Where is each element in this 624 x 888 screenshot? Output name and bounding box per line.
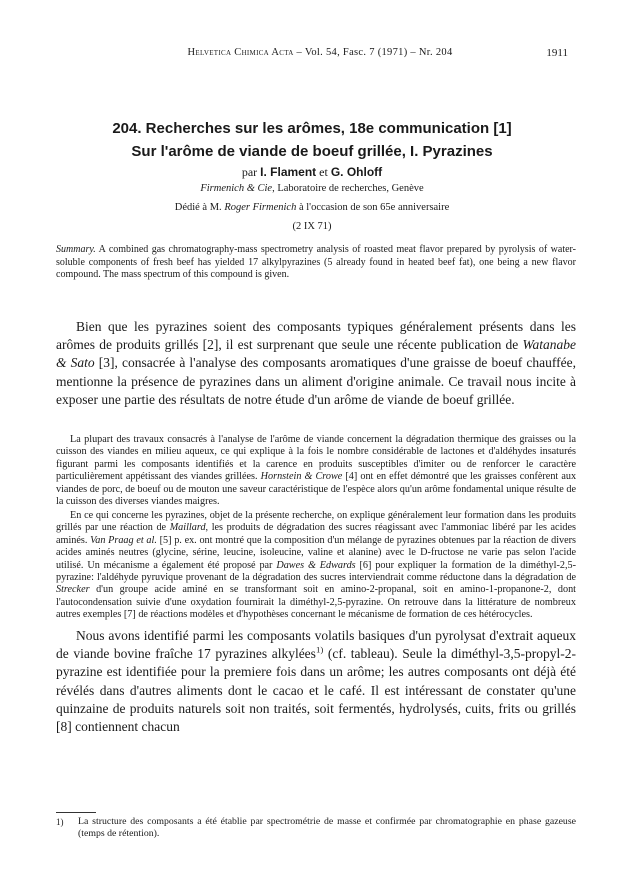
para1-text-b: [3], consacrée à l'analyse des composants aromatiques d'une graisse de boeuf chauffée, mentionne la présence de pyrazines dans un aliment d'origine animale. Ce travail nous incite à exposer une partie des résultats de notre étude d'un arôme de viande de boeuf grillée. xyxy=(56,355,576,407)
para2-text-a: La plupart des travaux consacrés à l'analyse de l'arôme de viande concernent la dégradation thermique des graisses ou la cuisson des viandes en milieu aqueux, ce qui explique à la fois le nombre considérable de lactones et d'aldéhydes insaturés figurant parmi les composants identifiés et la carence en produits susceptibles d'imiter ou de renforcer le caractère particulièrement appétissant des viandes grillées. xyxy=(56,434,576,483)
para3-text-d: [6] pour expliquer la formation de la diméthyl-2,5-pyrazine: l'aldéhyde pyruvique provenant de la dégradation des sucres interviendrait comme réductone dans la dégradation de xyxy=(56,559,576,584)
para3-dawes: Dawes & Edwards xyxy=(276,559,356,571)
paragraph-4 xyxy=(56,627,576,736)
summary xyxy=(56,244,576,282)
article-title-line-2: Sur l'arôme de viande de boeuf grillée, I. Pyrazines xyxy=(131,143,493,160)
affiliation xyxy=(40,183,584,194)
received-date: (2 IX 71) xyxy=(292,221,332,232)
dedication-pre: Dédié à M. xyxy=(174,202,222,213)
journal-name: Helvetica Chimica Acta xyxy=(187,47,294,58)
para2-citation-authors: Hornstein & Crowe xyxy=(260,471,343,483)
page-number: 1911 xyxy=(546,47,568,59)
affiliation-lab: , Laboratoire de recherches, Genève xyxy=(272,183,424,194)
para3-text-a: En ce qui concerne les pyrazines, objet de la présente recherche, on explique généralement leur formation dans les produits grillés par une réaction de xyxy=(56,510,576,534)
running-head-journal xyxy=(140,47,500,58)
para3-maillard: Maillard xyxy=(169,522,206,534)
para3-text-c: [5] p. ex. ont montré que la composition d'un mélange de pyrazines obtenues par la réaction de divers acides aminés neutres (glycine, sérine, leucine, isoleucine, valine et alanine) avec le D-fructose ne varie pas selon l'acide utilisé. Un mécanisme a également été proposé par xyxy=(56,534,577,571)
author-1: I. Flament xyxy=(260,165,317,179)
para2-text-b: [4] ont en effet démontré que les graisses confèrent aux viandes de porc, de boeuf ou de mouton une saveur caractéristique de l'espèce alors qu'un arôme fondamental unique résulte de la cuisson des diverses viandes maigres. xyxy=(56,471,577,508)
para1-text-a: Bien que les pyrazines soient des composants typiques généralement présents dans les arômes de produits grillés [2], il est surprenant que seule une récente publication de xyxy=(56,319,576,353)
para4-text-b: (cf. tableau). Seule la diméthyl-3,5-propyl-2-pyrazine est identifiée pour la premiere fois dans un arôme; les autres composants ont déjà été révélés dans d'autres aliments dont le cacao et le café. Il est intéressant de constater qu'une quinzaine de produits naturels soit non traités, soit fermentés, hydrolysés, cuits, frits ou grillés [8] contiennent chacun xyxy=(56,646,576,735)
para3-vanpraag: Van Praag et al. xyxy=(90,534,157,546)
author-2: G. Ohloff xyxy=(330,165,383,179)
dedication-name: Roger Firmenich xyxy=(224,202,297,213)
journal-details: – Vol. 54, Fasc. 7 (1971) – Nr. 204 xyxy=(296,47,453,58)
footnote-mark: 1) xyxy=(56,817,64,827)
summary-lead: Summary. xyxy=(56,244,96,255)
para4-text-a: Nous avons identifié parmi les composants volatils basiques d'un pyrolysat d'extrait aqueux de viande bovine fraîche 17 pyrazines alkylées xyxy=(56,628,576,662)
para3-text-b: , les produits de dégradation des sucres réagissant avec l'ammoniac libéré par les acides aminés. xyxy=(56,522,576,546)
article-title-line-1: 204. Recherches sur les arômes, 18e communication [1] xyxy=(112,120,512,137)
running-head xyxy=(0,47,624,61)
footnote-reference: 1) xyxy=(315,644,324,655)
affiliation-company: Firmenich & Cie xyxy=(200,183,273,194)
paragraph-2 xyxy=(56,434,576,508)
author-line xyxy=(40,165,584,180)
para3-strecker: Strecker xyxy=(56,584,90,596)
footnote-text: La structure des composants a été établie par spectrométrie de masse et confirmée par chromatographie en phase gazeuse (temps de rétention). xyxy=(78,816,576,839)
author-par: par xyxy=(241,165,258,179)
dedication xyxy=(40,202,584,213)
paragraph-1 xyxy=(56,318,576,409)
para1-citation-authors: Watanabe & Sato xyxy=(56,337,576,371)
para3-text-e: d'un groupe acide aminé en se transformant soit en amino-2-propanal, soit en amino-1-propanone-2, dont l'autocondensation suivie d'une oxydation fournirait la diméthyl-2,5-pyrazine. On retrouve dans la littérature de nombreux autres exemples [7] de réactions modèles et d'hypothèses concernant le mécanisme de formation de ces hétérocycles. xyxy=(56,584,577,621)
paragraph-3 xyxy=(56,510,576,622)
summary-text: A combined gas chromatography-mass spectrometry analysis of roasted meat flavor prepared by pyrolysis of water-soluble components of fresh beef has yielded 17 alkylpyrazines (5 already found in heated beef fat), one being a new flavor compound. The mass spectrum of this compound is given. xyxy=(56,244,576,281)
footnote-rule xyxy=(56,812,96,813)
dedication-post: à l'occasion de son 65e anniversaire xyxy=(298,202,450,213)
footnote xyxy=(56,816,576,840)
author-et: et xyxy=(319,165,328,179)
